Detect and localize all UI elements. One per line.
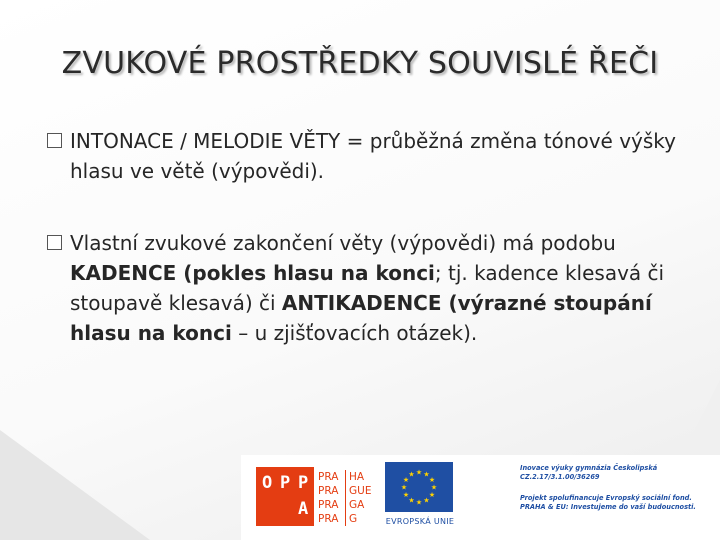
opp-logo [256, 467, 314, 526]
antikadence-explanation: – u zjišťovacích otázek). [231, 321, 478, 345]
eu-flag-icon [385, 462, 453, 512]
info-line: Projekt spolufinancuje Evropský sociální fond. [520, 494, 692, 502]
eu-star-icon: ★ [428, 476, 436, 484]
praha-right: GUE [349, 485, 372, 497]
bullet-intonace [47, 126, 687, 186]
opp-letter: P [298, 473, 309, 493]
eu-star-icon: ★ [430, 483, 438, 492]
kadence-intro: Vlastní zvukové zakončení věty (výpovědi) má podobu [70, 231, 616, 255]
slide-title: ZVUKOVÉ PROSTŘEDKY SOUVISLÉ ŘEČI [61, 46, 659, 81]
bullet-kadence [47, 228, 687, 348]
eu-star-icon: ★ [428, 491, 436, 499]
bullet-text [47, 228, 687, 348]
eu-logo [385, 462, 455, 532]
praha-left: PRA [318, 499, 339, 511]
eu-star-icon: ★ [400, 483, 408, 492]
project-info [520, 464, 716, 512]
info-line: Inovace výuky gymnázia Českolipská [520, 464, 658, 472]
eu-star-icon: ★ [415, 468, 423, 477]
eu-star-icon: ★ [408, 470, 415, 479]
antikadence-term: ANTIKADENCE (výrazné stoupání hlasu na konci [70, 291, 652, 345]
opp-letter: A [298, 499, 309, 519]
bullet-square-icon [47, 235, 62, 250]
eu-star-icon: ★ [423, 470, 430, 479]
eu-star-icon: ★ [423, 496, 430, 505]
info-line: PRAHA & EU: Investujeme do vaší budoucnosti. [520, 503, 696, 511]
praha-right: G [349, 513, 358, 525]
eu-star-icon: ★ [408, 496, 415, 505]
eu-star-icon: ★ [402, 491, 410, 499]
praha-left: PRA [318, 485, 339, 497]
kadence-explanation: ; tj. kadence klesavá či stoupavě klesavá) či [70, 261, 665, 315]
praha-logo [318, 470, 378, 530]
eu-star-icon: ★ [415, 498, 423, 507]
intonace-term: INTONACE / MELODIE VĚTY [70, 129, 341, 153]
eu-star-icon: ★ [402, 476, 410, 484]
info-line: CZ.2.17/3.1.00/36269 [520, 473, 600, 481]
praha-left: PRA [318, 513, 339, 525]
decorative-corner [0, 430, 150, 540]
decorative-corner-right [680, 380, 720, 460]
bullet-square-icon [47, 133, 62, 148]
praha-divider [345, 470, 346, 526]
opp-letter: O [262, 473, 273, 493]
opp-letter: P [280, 473, 291, 493]
bullet-text [47, 126, 687, 186]
intonace-definition: = průběžná změna tónové výšky hlasu ve větě (výpovědi). [70, 129, 676, 183]
praha-left: PRA [318, 471, 339, 483]
kadence-term: KADENCE (pokles hlasu na konci [70, 261, 435, 285]
praha-right: HA [349, 471, 365, 483]
eu-label: EVROPSKÁ UNIE [385, 517, 455, 526]
praha-right: GA [349, 499, 365, 511]
